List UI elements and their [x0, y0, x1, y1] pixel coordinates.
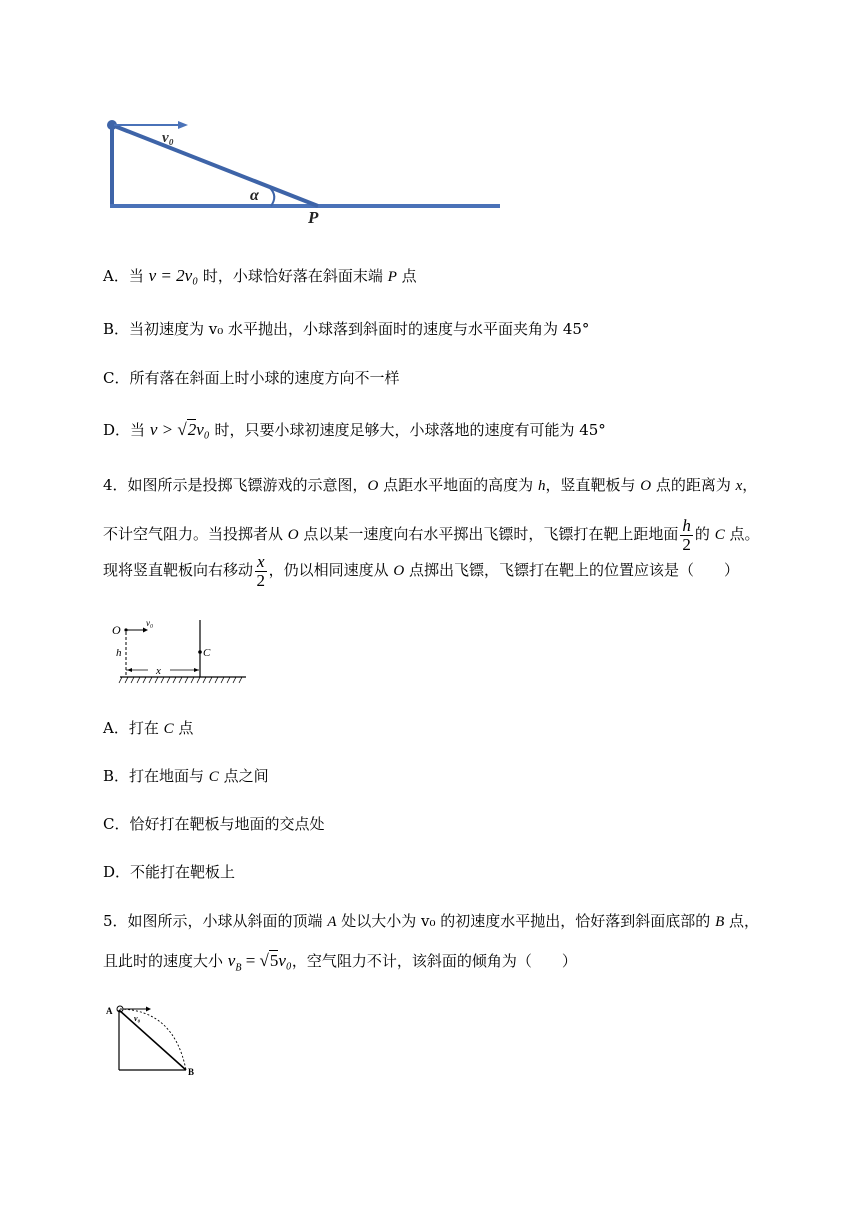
q3-option-d-radicand: 2: [187, 420, 197, 439]
x-dim-arrow-left: [127, 668, 132, 672]
q4-stem-text: 不计空气阻力。当投掷者从: [103, 525, 288, 543]
q5-stem-text: ，空气阻力不计，该斜面的倾角为（ ）: [291, 952, 577, 970]
q3-option-a-math: v = 2v₀: [148, 266, 199, 285]
x-label: x: [156, 665, 161, 677]
q4-option-a-c: C: [163, 721, 174, 737]
projectile-incline-figure: [104, 1000, 204, 1080]
v0-arrowhead: [146, 1007, 151, 1012]
q4-stem-text: ，: [742, 476, 758, 494]
q4-stem-text: 的: [694, 525, 715, 543]
x-dim-arrow-right: [194, 668, 199, 672]
q3-option-a: [103, 265, 417, 288]
q5-vb-equation: $v_B = √5v_0$: [227, 951, 292, 974]
c-label: C: [203, 647, 211, 659]
q5-radicand: 5: [269, 951, 279, 970]
q3-option-a-p: P: [387, 269, 397, 285]
q4-var-o: O: [287, 527, 299, 543]
q5-stem-text: 且此时的速度大小: [103, 952, 224, 970]
q3-option-d-prefix: D．当: [103, 421, 146, 439]
q4-var-x: x: [735, 478, 743, 494]
q4-stem-text: 点的距离为: [651, 476, 736, 494]
q3-option-d: [103, 419, 606, 441]
q4-option-a-text: A．打在: [103, 719, 164, 737]
incline-slope: [119, 1010, 186, 1070]
v0-label: v₀: [134, 1014, 141, 1023]
h-over-2-fraction: [680, 517, 693, 554]
h-label: h: [116, 647, 122, 659]
q4-option-d: D．不能打在靶板上: [103, 863, 236, 881]
q4-stem-text: 4．如图所示是投掷飞镖游戏的示意图，: [103, 476, 368, 494]
v0-arrowhead: [143, 628, 148, 633]
fraction-numerator: h: [682, 515, 691, 535]
q4-stem-text: ，竖直靶板与: [545, 476, 641, 494]
alpha-label: α: [250, 187, 259, 204]
q5-stem-text: 点，: [724, 912, 760, 930]
q4-var-o: O: [640, 478, 652, 494]
q4-stem-line-3: [103, 550, 739, 591]
q4-option-c: C．恰好打在靶板与地面的交点处: [103, 815, 325, 833]
q5-v0: v₀: [278, 951, 292, 970]
q5-vb-subscript: B: [235, 962, 242, 974]
q5-stem-text: 5．如图所示，小球从斜面的顶端: [103, 912, 328, 930]
q4-var-c: C: [714, 527, 725, 543]
q3-option-b: B．当初速度为 v₀ 水平抛出，小球落到斜面时的速度与水平面夹角为 45°: [103, 320, 590, 338]
o-label: O: [112, 623, 121, 637]
q4-stem-text: 点。: [724, 525, 760, 543]
q5-var-a: A: [327, 914, 337, 930]
q3-option-d-math-lhs: v >: [149, 420, 174, 439]
q5-stem-line-2: [103, 950, 577, 979]
q5-var-b: B: [715, 914, 725, 930]
p-label: P: [308, 208, 319, 227]
incline-slope: [112, 125, 318, 206]
q4-stem-text: 现将竖直靶板向右移动: [103, 561, 254, 579]
q3-option-a-prefix: A．当: [103, 267, 144, 285]
q4-stem-text: 点以某一速度向右水平掷出飞镖时，飞镖打在靶上距地面: [298, 525, 679, 543]
q4-stem-line-1: [103, 474, 757, 497]
fraction-numerator: x: [257, 551, 265, 571]
q4-option-b-end: 点之间: [218, 767, 269, 785]
fraction-denominator: 2: [682, 534, 691, 554]
q4-option-a-end: 点: [173, 719, 194, 737]
c-point: [198, 650, 202, 654]
q5-stem-line-1: [103, 910, 759, 933]
ground-hatching: [119, 677, 242, 683]
q3-option-d-text: 时，只要小球初速度足够大，小球落地的速度有可能为 45°: [214, 421, 606, 439]
q3-option-a-end: 点: [401, 267, 417, 285]
q4-stem-line-2: [103, 514, 759, 555]
q4-var-o: O: [393, 563, 405, 579]
q4-var-h: h: [537, 478, 546, 494]
q4-stem-text: 点距水平地面的高度为: [378, 476, 538, 494]
v0-label: v₀: [162, 130, 174, 146]
q5-equals: =: [241, 951, 260, 970]
b-label: B: [188, 1067, 195, 1077]
incline-figure-1: [100, 112, 510, 232]
q4-var-o: O: [367, 478, 379, 494]
q4-option-b-text: B．打在地面与: [103, 767, 209, 785]
dart-figure: [108, 614, 258, 694]
x-over-2-fraction: [255, 553, 267, 590]
velocity-arrowhead: [178, 121, 188, 129]
fraction-denominator: 2: [256, 570, 266, 590]
q4-option-b: [103, 765, 269, 788]
a-label: A: [106, 1006, 113, 1016]
q5-vb-symbol: v: [227, 951, 236, 970]
q4-stem-text: 点掷出飞镖，飞镖打在靶上的位置应该是（ ）: [404, 561, 739, 579]
q4-option-a: [103, 717, 193, 740]
q4-stem-text: ，仍以相同速度从: [268, 561, 394, 579]
q3-option-c: C．所有落在斜面上时小球的速度方向不一样: [103, 369, 400, 387]
q3-option-d-math: v > √2v₀: [149, 420, 210, 439]
v0-label: v₀: [146, 618, 154, 628]
q4-option-b-c: C: [208, 769, 219, 785]
q3-option-d-v0: v₀: [196, 420, 210, 439]
q5-stem-text: 处以大小为 v₀ 的初速度水平抛出，恰好落到斜面底部的: [336, 912, 716, 930]
q3-option-a-text: 时，小球恰好落在斜面末端: [202, 267, 383, 285]
